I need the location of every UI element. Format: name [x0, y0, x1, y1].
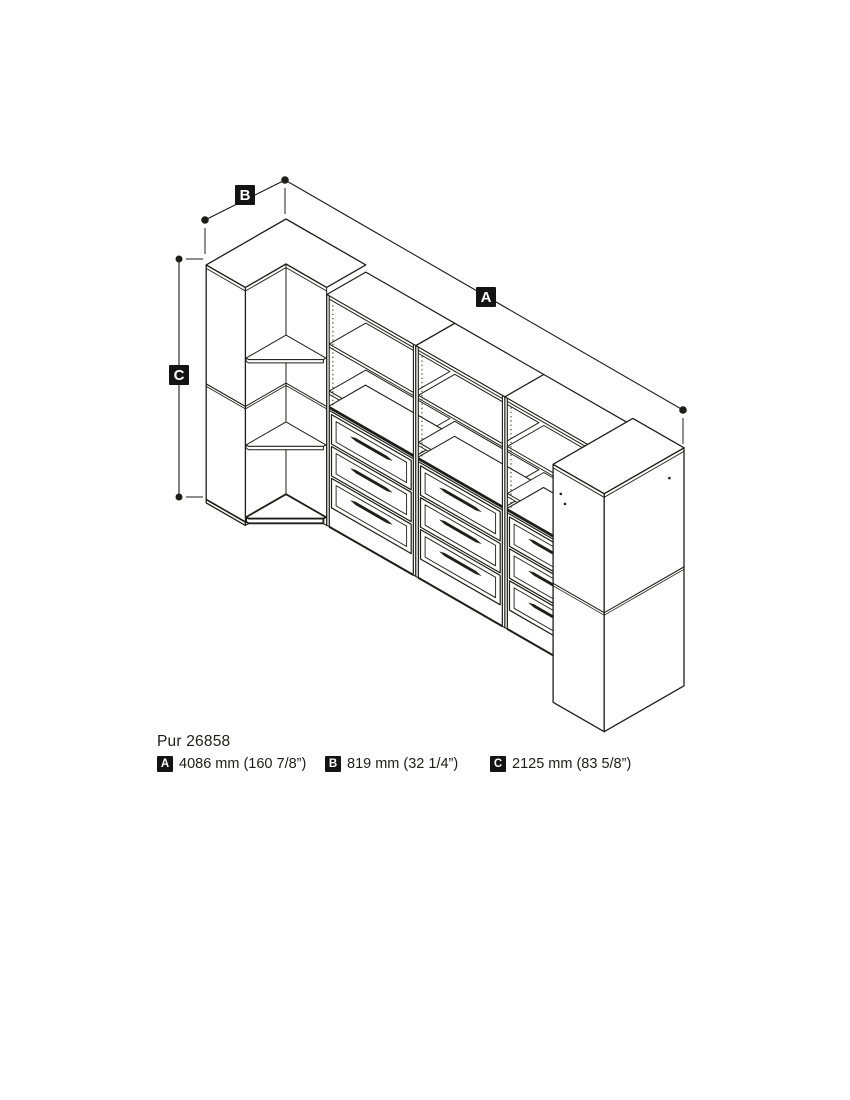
corner-shelf-edge — [246, 517, 323, 523]
legend-marker-b: B — [325, 756, 341, 772]
dimension-endpoint-dot — [176, 494, 183, 501]
legend-marker-c: C — [490, 756, 506, 772]
bay-side-panel — [505, 397, 507, 629]
dimension-endpoint-dot — [176, 256, 183, 263]
legend-value-b: 819 mm (32 1/4”) — [347, 755, 459, 772]
cam-dot — [564, 503, 567, 506]
cam-dot — [668, 477, 671, 480]
legend-marker-a: A — [157, 756, 173, 772]
product-code: Pur 26858 — [157, 733, 231, 750]
cam-dot — [560, 493, 563, 496]
dimension-endpoint-dot — [679, 406, 687, 414]
dimension-marker-letter: C — [173, 367, 185, 385]
legend-value-a: 4086 mm (160 7/8”) — [179, 755, 307, 772]
dimension-endpoint-dot — [281, 176, 289, 184]
dimension-marker-letter: A — [480, 289, 492, 307]
dimension-endpoint-dot — [201, 216, 209, 224]
bay-side-panel — [327, 295, 329, 527]
bay-side-panel — [416, 346, 419, 578]
legend-value-c: 2125 mm (83 5/8”) — [512, 755, 632, 772]
dimension-marker-letter: B — [239, 187, 251, 205]
